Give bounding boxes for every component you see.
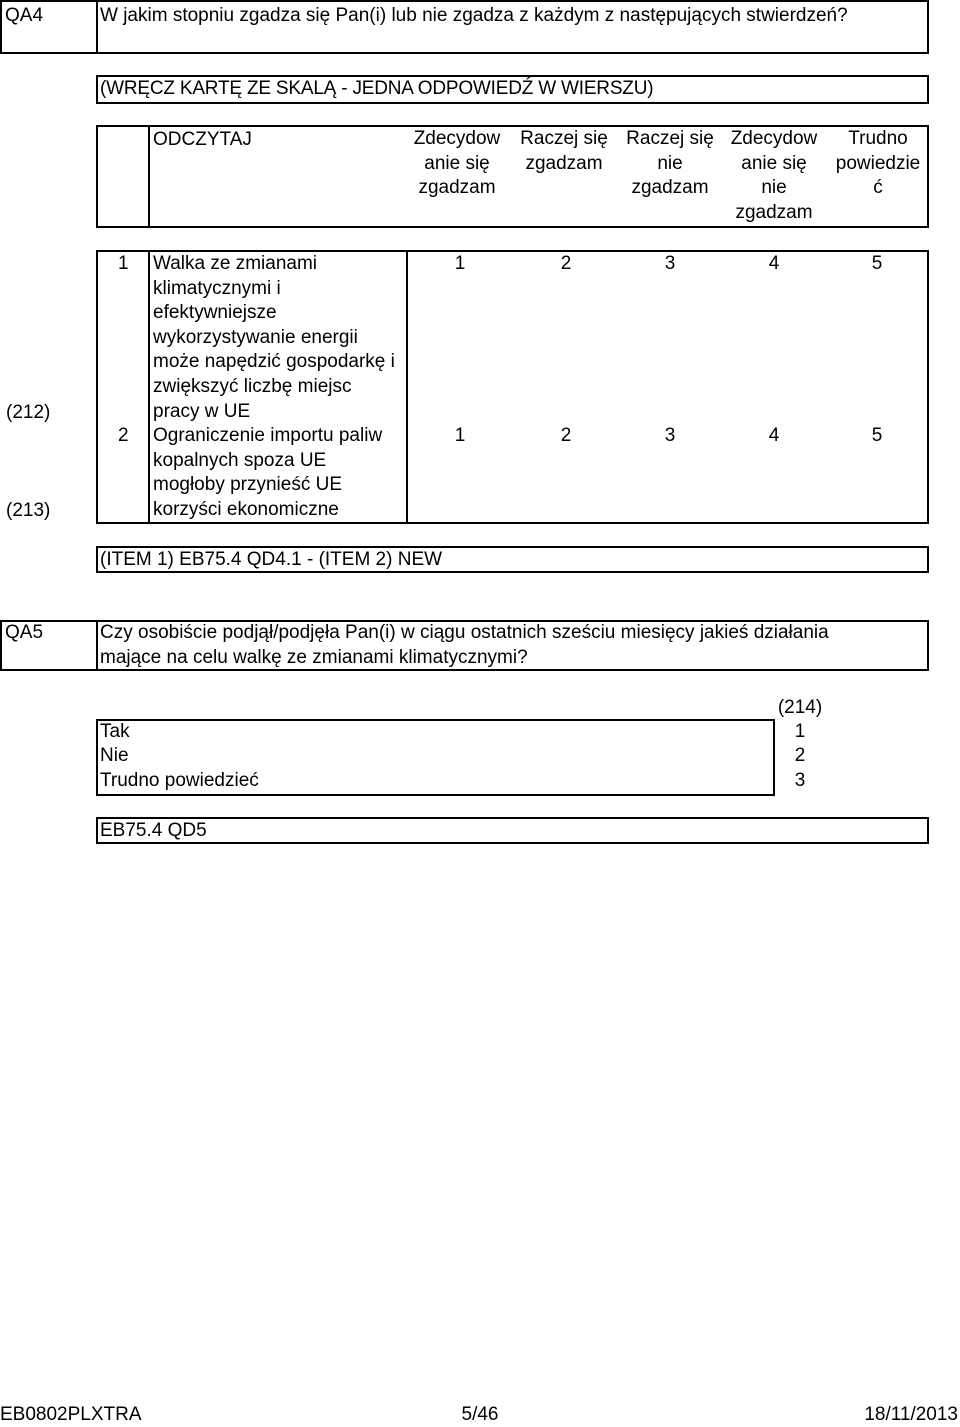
qa4-header-col-3: Raczej się nie zgadzam	[626, 128, 714, 199]
qa5-code: QA5	[5, 622, 44, 643]
qa5-source: EB75.4 QD5	[100, 820, 207, 841]
qa5-option-3-code: 3	[794, 770, 806, 791]
qa4-var-212: (212)	[6, 402, 51, 423]
qa4-item-2-text: Ograniczenie importu paliw kopalnych spoza UE mogłoby przynieść UE korzyści ekonomiczne	[153, 425, 383, 520]
qa4-item-2-code-4: 4	[768, 425, 780, 446]
qa5-var: (214)	[777, 697, 823, 718]
qa5-option-2-code: 2	[794, 745, 806, 766]
qa5-option-1-label: Tak	[100, 721, 130, 742]
qa4-item-2-code-5: 5	[871, 425, 883, 446]
qa4-read-label: ODCZYTAJ	[153, 129, 252, 150]
qa4-item-1-code-4: 4	[768, 253, 780, 274]
qa4-items-divider-right	[406, 250, 408, 524]
qa4-item-1-code-2: 2	[560, 253, 572, 274]
qa4-instruction: (WRĘCZ KARTĘ ZE SKALĄ - JEDNA ODPOWIEDŹ W WIERSZU)	[100, 78, 654, 99]
qa4-header-col-2: Raczej się zgadzam	[520, 128, 608, 174]
qa4-header-col-1: Zdecydow anie się zgadzam	[413, 128, 501, 199]
footer-page-number: 5/46	[461, 1404, 499, 1425]
qa4-code: QA4	[5, 5, 44, 26]
qa5-option-2-label: Nie	[100, 745, 129, 766]
qa4-item-1-text: Walka ze zmianami klimatycznymi i efektywniejsze wykorzystywanie energii może napędzić gospodarkę i zwiększyć liczbę miejsc pracy w UE	[153, 253, 395, 422]
qa5-option-3-label: Trudno powiedzieć	[100, 770, 259, 791]
qa4-item-1-code-5: 5	[871, 253, 883, 274]
footer-date: 18/11/2013	[864, 1404, 958, 1425]
qa4-item-1-number: 1	[118, 253, 129, 274]
qa4-item-2-code-3: 3	[664, 425, 676, 446]
qa4-header-col-4: Zdecydow anie się nie zgadzam	[730, 128, 818, 223]
qa4-question: W jakim stopniu zgadza się Pan(i) lub nie zgadza z każdym z następujących stwierdzeń?	[100, 5, 848, 26]
qa4-header-divider	[148, 125, 150, 228]
qa4-source: (ITEM 1) EB75.4 QD4.1 - (ITEM 2) NEW	[100, 549, 443, 570]
qa4-var-213: (213)	[6, 500, 51, 521]
qa5-option-1-code: 1	[794, 721, 806, 742]
qa4-item-2-code-1: 1	[454, 425, 466, 446]
qa5-source-box	[96, 817, 929, 844]
qa4-item-1-code-1: 1	[454, 253, 466, 274]
footer-doc-id: EB0802PLXTRA	[0, 1404, 142, 1425]
qa4-header-col-5: Trudno powiedzie ć	[835, 128, 921, 199]
qa4-items-divider-left	[148, 250, 150, 524]
qa5-question: Czy osobiście podjął/podjęła Pan(i) w ciągu ostatnich sześciu miesięcy jakieś działania mające na celu walkę ze zmianami klimatycznymi?	[100, 622, 829, 668]
qa4-item-1-code-3: 3	[664, 253, 676, 274]
qa4-item-2-number: 2	[118, 425, 129, 446]
qa4-item-2-code-2: 2	[560, 425, 572, 446]
